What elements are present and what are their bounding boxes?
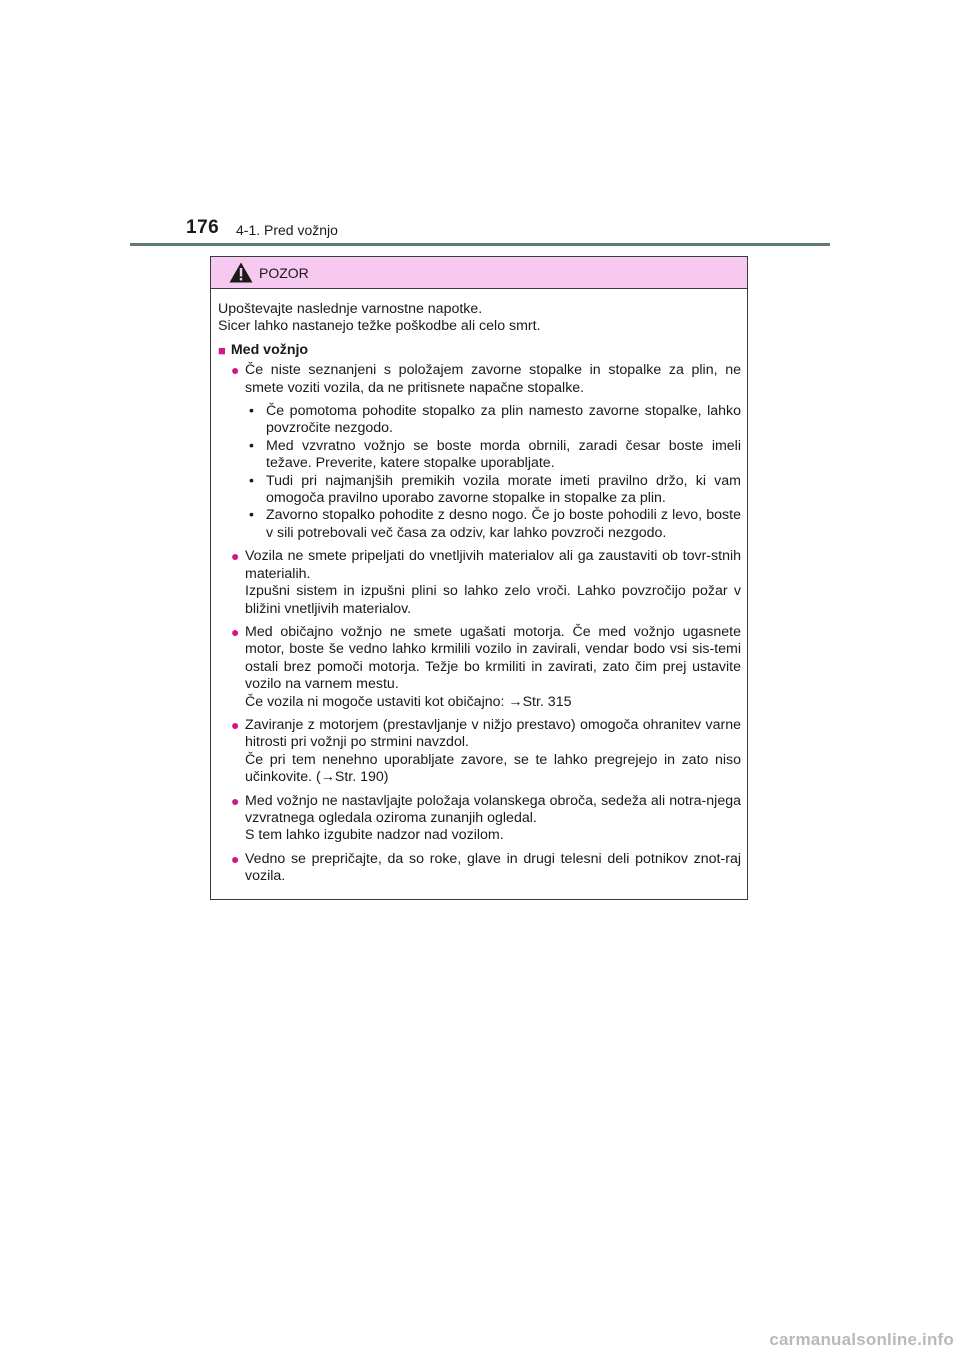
intro-line: Upoštevajte naslednje varnostne napotke. xyxy=(218,301,483,317)
list-item xyxy=(218,362,741,542)
subhead-text: Med vožnjo xyxy=(230,341,309,358)
caution-box xyxy=(210,256,748,900)
item-text-part: Če vozila ni mogoče ustaviti kot običajno: xyxy=(245,693,509,710)
sub-list xyxy=(245,403,741,542)
dot-bullet-icon: • xyxy=(249,437,254,454)
item-text: Če niste seznanjeni s položajem zavorne stopalke in stopalke za plin, ne smete voziti vozila, da ne pritisnete napačne stopalke. xyxy=(245,362,741,396)
intro-line: Sicer lahko nastanejo težke poškodbe ali celo smrt. xyxy=(218,318,541,335)
item-text: Med vožnjo ne nastavljajte položaja volanskega obroča, sedeža ali notra-njega vzvratnega ogledala oziroma zunanjih ogledal. xyxy=(245,792,741,826)
item-text: S tem lahko izgubite nadzor nad vozilom. xyxy=(245,827,504,844)
sub-list-item: • Če pomotoma pohodite stopalko za plin namesto zavorne stopalke, lahko povzročite nezgodo. xyxy=(245,403,741,438)
item-text-part: Če pri tem nenehno uporabljate zavore, se te lahko pregrejejo in zato niso učinkovite. ( xyxy=(245,751,741,786)
dot-bullet-icon: • xyxy=(249,472,254,489)
list-item xyxy=(218,548,741,618)
item-text: Zaviranje z motorjem (prestavljanje v nižjo prestavo) omogoča ohranitev varne hitrosti pri vožnji po strmini navzdol. xyxy=(245,716,741,751)
circle-bullet-icon: ● xyxy=(231,792,240,809)
dot-bullet-icon: • xyxy=(249,403,254,420)
item-text: Vozila ne smete pripeljati do vnetljivih materialov ali ga zaustaviti ob tovr-stnih materialih. xyxy=(245,548,741,582)
caution-header xyxy=(211,257,747,289)
sub-list-item: • Zavorno stopalko pohodite z desno nogo. Če jo boste pohodili z levo, boste v sili potrebovali več časa za odziv, kar lahko povzroči nezgodo. xyxy=(245,507,741,542)
page-reference-link[interactable]: Str. 190) xyxy=(334,769,389,786)
circle-bullet-icon: ● xyxy=(231,850,240,867)
list-item xyxy=(218,717,741,787)
caution-body xyxy=(211,289,747,886)
circle-bullet-icon: ● xyxy=(231,716,240,733)
section-title: 4-1. Pred vožnjo xyxy=(236,222,338,238)
caution-intro xyxy=(218,301,741,336)
sub-list-item: • Tudi pri najmanjših premikih vozila morate imeti pravilno držo, ki vam omogoča pravilno uporabo zavorne stopalke in stopalke za plin. xyxy=(245,473,741,508)
page-reference-link[interactable]: Str. 315 xyxy=(522,693,572,710)
dot-bullet-icon: • xyxy=(249,507,254,524)
header-rule xyxy=(130,243,830,246)
list-item xyxy=(218,851,741,886)
page-number: 176 xyxy=(186,217,220,238)
list-item xyxy=(218,624,741,711)
watermark: carmanualsonline.info xyxy=(769,1330,954,1349)
subhead xyxy=(218,342,741,359)
item-text: Izpušni sistem in izpušni plini so lahko zelo vroči. Lahko povzročijo požar v bližini vnetljivih materialov. xyxy=(245,583,741,617)
sub-list-item: • Med vzvratno vožnjo se boste morda obrnili, zaradi česar boste imeli težave. Preverite, katere stopalke uporabljate. xyxy=(245,438,741,473)
arrow-icon: → xyxy=(508,693,523,710)
arrow-icon: → xyxy=(320,769,335,786)
warning-triangle-icon xyxy=(229,262,253,283)
circle-bullet-icon: ● xyxy=(231,548,240,565)
list-item xyxy=(218,793,741,845)
circle-bullet-icon: ● xyxy=(231,362,240,379)
item-text: Med običajno vožnjo ne smete ugašati motorja. Če med vožnjo ugasnete motor, boste še vedno lahko krmilili vozilo in zavirali, vendar bodo vsi sis-temi ostali brez pomoči motorja. Težje bo krmiliti in zavirati, zato čim prej ustavite vozilo na varnem mestu. xyxy=(245,623,741,693)
item-text xyxy=(245,694,741,711)
caution-label: POZOR xyxy=(259,265,309,281)
square-bullet-icon: ■ xyxy=(218,342,226,358)
circle-bullet-icon: ● xyxy=(231,623,240,640)
item-text: Vedno se prepričajte, da so roke, glave in drugi telesni deli potnikov znot-raj vozila. xyxy=(245,850,741,885)
item-text xyxy=(245,752,741,787)
